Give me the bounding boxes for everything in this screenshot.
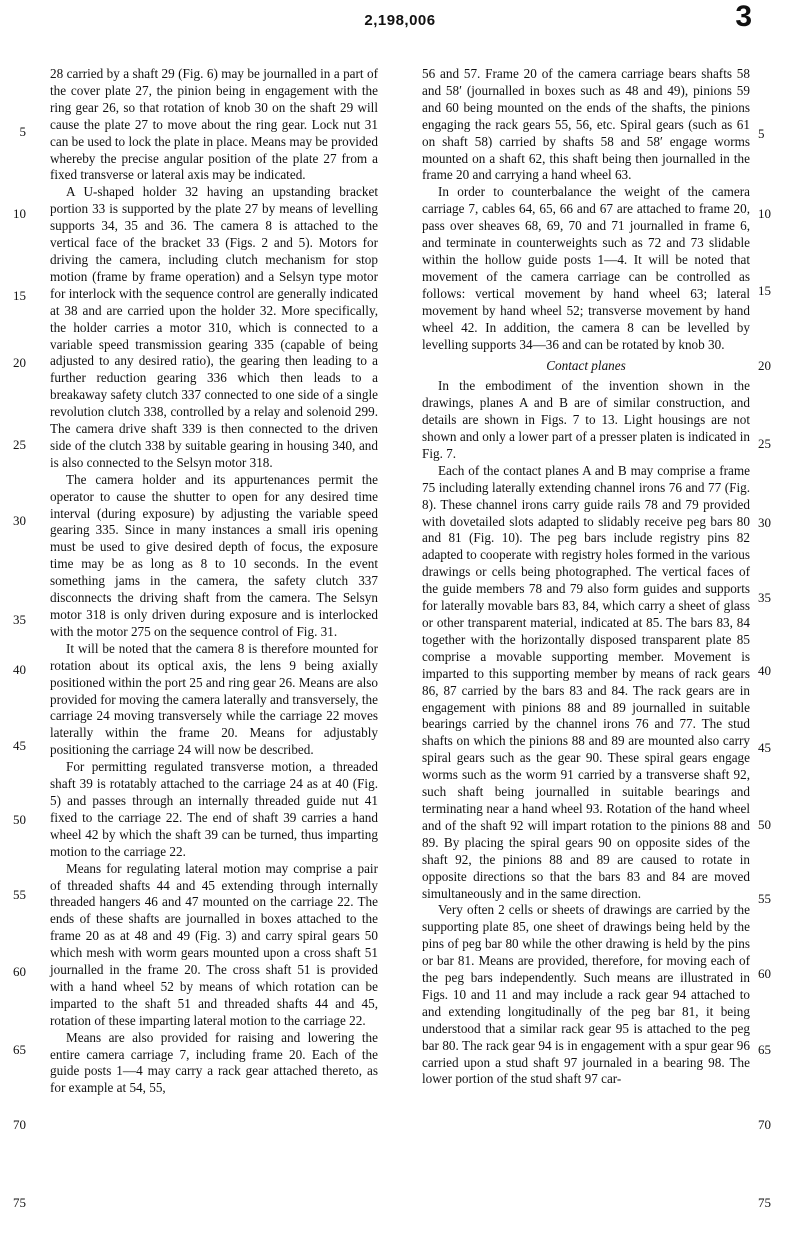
line-number: 50 [758, 817, 771, 832]
line-number: 15 [13, 288, 26, 303]
line-number: 40 [13, 662, 26, 677]
line-number: 60 [13, 964, 26, 979]
line-number: 75 [758, 1195, 771, 1210]
line-number: 35 [13, 612, 26, 627]
paragraph: In order to counterbalance the weight of the camera carriage 7, cables 64, 65, 66 and 67 are attached to frame 20, pass over sheaves 68, 69, 70 and 71 journalled in frame 6, and terminate in counterweights such as 72 and 73 slidable within the hollow guide posts 1—4. It will be noted that movement of the camera carriage can be controlled as follows: vertical movement by hand wheel 63; lateral movement by hand wheel 52; transverse movement by hand wheel 42. In addition, the camera 8 can be levelled by levelling supports 34—36 and can be rotated by knob 30. [422, 184, 750, 352]
line-number: 30 [13, 513, 26, 528]
line-number: 5 [19, 124, 26, 139]
line-number: 55 [13, 887, 26, 902]
paragraph: Means for regulating lateral motion may comprise a pair of threaded shafts 44 and 45 extending through internally threaded hangers 46 and 47 mounted on the carriage 22. The ends of these shafts are journalled in boxes attached to the frame 20 as at 48 and 49 (Fig. 3) and carry spiral gears 50 which mesh with worm gears mounted upon a cross shaft 51 journalled in the frame 20. The cross shaft 51 is provided with a hand wheel 52 by means of which rotation can be imparted to the shaft 51 and threaded shafts 44 and 45, rotation of these imparting lateral motion to the carriage 22. [50, 860, 378, 1028]
line-number: 5 [758, 126, 765, 141]
line-number: 50 [13, 812, 26, 827]
line-number: 15 [758, 283, 771, 298]
page-header [0, 0, 800, 46]
left-text-column [50, 66, 378, 1097]
line-number: 55 [758, 891, 771, 906]
line-number: 10 [758, 206, 771, 221]
line-number: 45 [758, 740, 771, 755]
line-number: 20 [758, 358, 771, 373]
line-number: 25 [13, 437, 26, 452]
paragraph: A U-shaped holder 32 having an upstanding bracket portion 33 is supported by the plate 27 by means of levelling supports 34, 35 and 36. The camera 8 is attached to the vertical face of the bracket 33 (Figs. 2 and 5). Motors for driving the camera, including clutch mechanism for stop motion (frame by frame operation) and a Selsyn type motor for interlock with the sequence control are generally indicated at 38 and are carried upon the holder 32. More specifically, the holder carries a motor 310, which is connected to a variable speed transmission gearing 335 (capable of being adjusted to any desired ratio), the gearing then leading to a further reduction gearing 336 which then leads to a breakaway safety clutch 337 connected to one side of a single revolution clutch 338, controlled by a relay and solenoid 299. The camera drive shaft 339 is then connected to the driven side of the clutch 338 by suitable gearing in housing 340, and is also connected to the Selsyn motor 318. [50, 184, 378, 470]
line-number: 10 [13, 206, 26, 221]
paragraph: The camera holder and its appurtenances permit the operator to cause the shutter to open for any desired time interval (during exposure) by adjusting the variable speed gearing 335. Since in many instances a small iris opening must be used to give desired depth of focus, the exposure time may be as long as 8 to 10 seconds. In the event something jams in the camera, the safety clutch 337 disconnects the driving shaft from the camera. The Selsyn motor 318 is only driven during exposure and is interlocked with the motor 275 on the sequence control of Fig. 31. [50, 471, 378, 639]
line-number: 20 [13, 355, 26, 370]
paragraph: Means are also provided for raising and lowering the entire camera carriage 7, including frame 20. Each of the guide posts 1—4 may carry a rack gear attached thereto, as for example at 54, 55, [50, 1029, 378, 1096]
paragraph: Each of the contact planes A and B may comprise a frame 75 including laterally extending channel irons 76 and 77 (Fig. 8). These channel irons carry guide rails 78 and 79 provided with dovetailed slots adapted to slidably receive peg bars 80 and 81 (Fig. 10). The peg bars include registry pins 82 adapted to cooperate with registry holes formed in the various drawings or cells being photographed. The vertical faces of the guide members 78 and 79 also form guides and supports for laterally movable bars 83, 84, which carry a sheet of glass or other transparent material, indicated at 85. The bars 83, 84 together with the horizontally disposed transparent plate 85 comprise a movable supporting member. Movement is imparted to this supporting member by means of rack gears 86, 87 carried by the bars 83 and 84. The rack gears are in engagement with pinions 88 and 89 journalled in suitable bearings carried by the channel irons 76 and 77. The stud shafts on which the pinions 88 and 89 are mounted also carry spiral gears such as the gear 90. These spiral gears engage worms such as the worm 91 carried by a transverse shaft 92, such shaft being journalled in suitable bearings and terminating near a hand wheel 93. Rotation of the hand wheel and of the shaft 92 will impart rotation to the pinions 88 and 89. By placing the spiral gears 90 on opposite sides of the shaft 92, the pinions 88 and 89 are caused to rotate in opposite directions so that the bars 83 and 84 are moved simultaneously and in the same direction. [422, 462, 750, 901]
paragraph: It will be noted that the camera 8 is therefore mounted for rotation about its optical axis, the lens 9 being axially positioned within the port 25 and ring gear 26. Means are also provided for moving the camera laterally and transversely, the carriage 24 moving transversely while the carriage 22 moves laterally within the frame 20. Means for adjustably positioning the carriage 24 will now be described. [50, 640, 378, 758]
paragraph: In the embodiment of the invention shown in the drawings, planes A and B are of similar construction, and details are shown in Figs. 7 to 13. Light housings are not shown and only a lower part of a presser platen is indicated in Fig. 7. [422, 378, 750, 461]
paragraph: Very often 2 cells or sheets of drawings are carried by the supporting plate 85, one sheet of drawings being held by the pins of peg bar 80 while the other drawing is held by the pins or bar 81. Means are provided, therefore, for moving each of the peg bars independently. Such means are illustrated in Figs. 10 and 11 and may include a rack gear 94 attached to and extending longitudinally of the peg bar 81, it being understood that a similar rack gear 95 is attached to the peg bar 80. The rack gear 94 is in engagement with a spur gear 96 carried upon a stud shaft 97 journaled in a bearing 98. The lower portion of the stud shaft 97 car- [422, 902, 750, 1087]
line-number: 35 [758, 590, 771, 605]
line-number: 70 [758, 1117, 771, 1132]
section-heading: Contact planes [546, 358, 626, 374]
line-number: 70 [13, 1117, 26, 1132]
line-number: 30 [758, 515, 771, 530]
patent-number: 2,198,006 [364, 12, 436, 29]
paragraph: 56 and 57. Frame 20 of the camera carriage bears shafts 58 and 58′ (journalled in boxes such as 48 and 49), pinions 59 and 60 being mounted on the ends of the shafts, the pinions engaging the rack gears 55, 56, etc. Spiral gears (such as 61 on shaft 58) carried by shafts 58 and 58′ engage worms mounted on a shaft 62, this shaft being then journalled in the frame 20 and carrying a hand wheel 63. [422, 66, 750, 183]
paragraph: 28 carried by a shaft 29 (Fig. 6) may be journalled in a part of the cover plate 27, the pinion being in engagement with the ring gear 26, so that rotation of knob 30 on the shaft 29 will cause the plate 27 to move about the ring gear. Lock nut 31 can be used to lock the plate in place. Means may be provided whereby the precise angular position of the plate 27 from a fixed transverse or lateral axis may be indicated. [50, 66, 378, 183]
line-number: 65 [13, 1042, 26, 1057]
right-text-column [422, 66, 750, 1088]
line-number: 65 [758, 1042, 771, 1057]
paragraph: For permitting regulated transverse motion, a threaded shaft 39 is rotatably attached to the carriage 24 as at 40 (Fig. 5) and passes through an internally threaded guide nut 41 fixed to the carriage 22. The end of shaft 39 carries a hand wheel 42 by which the shaft 39 can be turned, thus imparting motion to the carriage 22. [50, 759, 378, 859]
line-number: 75 [13, 1195, 26, 1210]
line-number: 25 [758, 436, 771, 451]
line-number: 45 [13, 738, 26, 753]
line-number: 40 [758, 663, 771, 678]
line-number: 60 [758, 966, 771, 981]
page-number: 3 [735, 0, 752, 33]
